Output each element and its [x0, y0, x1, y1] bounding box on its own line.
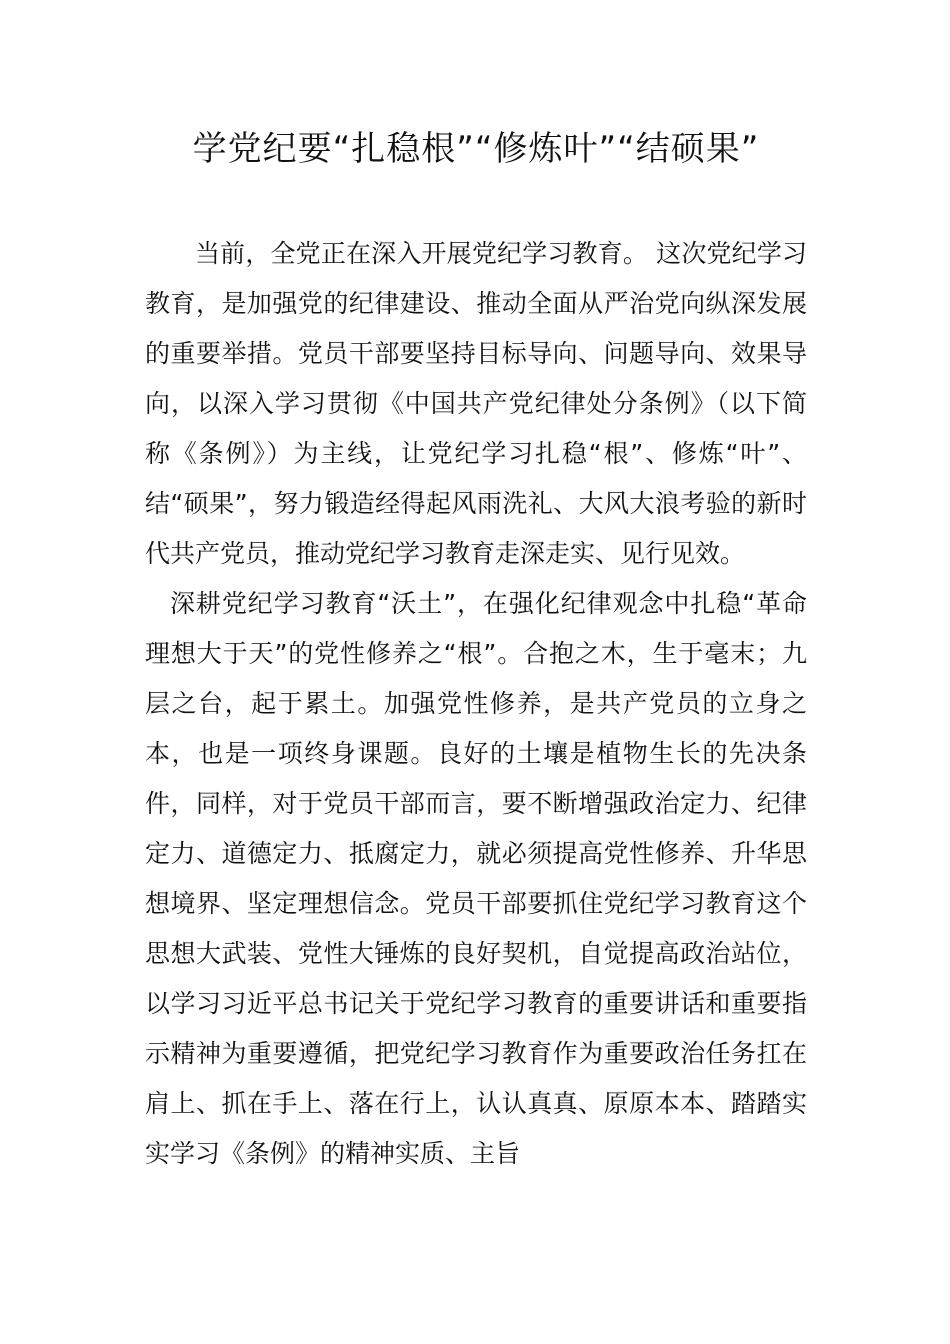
document-body [145, 229, 807, 1179]
document-title: 学党纪要“扎稳根”“修炼叶”“结硕果” [192, 129, 760, 169]
paragraph-intro: 当前，全党正在深入开展党纪学习教育。 这次党纪学习教育，是加强党的纪律建设、推动全面从严治党向纵深发展的重要举措。党员干部要坚持目标导向、问题导向、效果导向，以深入学习贯彻《中国共产党纪律处分条例》（以下简称《条例》）为主线，让党纪学习扎稳“根”、修炼“叶”、结“硕果”，努力锻造经得起风雨洗礼、大风大浪考验的新时代共产党员，推动党纪学习教育走深走实、见行见效。 [145, 239, 807, 568]
paragraph-root: 深耕党纪学习教育“沃土”，在强化纪律观念中扎稳“革命理想大于天”的党性修养之“根”。合抱之木，生于毫末；九层之台，起于累土。加强党性修养，是共产党员的立身之本，也是一项终身课题。良好的土壤是植物生长的先决条件，同样，对于党员干部而言，要不断增强政治定力、纪律定力、道德定力、抵腐定力，就必须提高党性修养、升华思想境界、坚定理想信念。党员干部要抓住党纪学习教育这个思想大武装、党性大锤炼的良好契机，自觉提高政治站位，以学习习近平总书记关于党纪学习教育的重要讲话和重要指示精神为重要遵循，把党纪学习教育作为重要政治任务扛在肩上、抓在手上、落在行上，认认真真、原原本本、踏踏实实学习《条例》的精神实质、主旨 [145, 589, 807, 1168]
